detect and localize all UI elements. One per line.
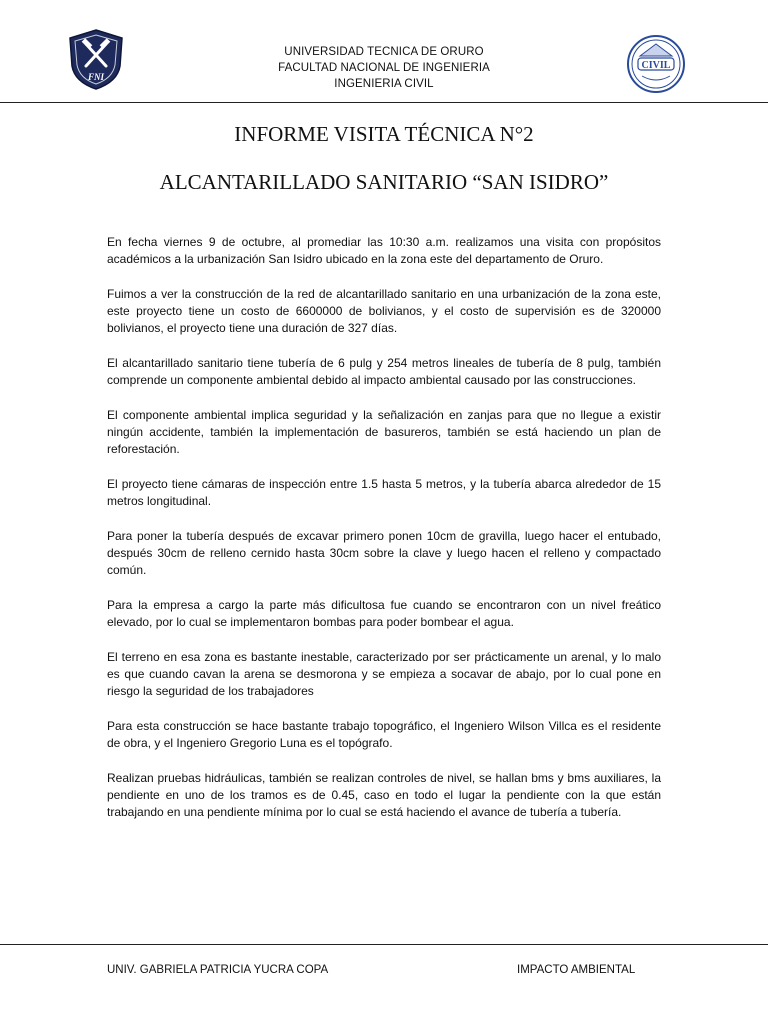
fni-logo-text: FNI <box>87 72 105 82</box>
report-body <box>107 234 661 839</box>
institution-header <box>180 44 588 92</box>
paragraph: En fecha viernes 9 de octubre, al promediar las 10:30 a.m. realizamos una visita con propósitos académicos a la urbanización San Isidro ubicado en la zona este del departamento de Oruro. <box>107 235 661 266</box>
paragraph: Fuimos a ver la construcción de la red de alcantarillado sanitario en una urbanización de la zona este, este proyecto tiene un costo de 6600000 de bolivianos, y el costo de supervisión es de 320000 bolivianos, el proyecto tiene una duración de 327 días. <box>107 287 661 335</box>
report-title: INFORME VISITA TÉCNICA N°2 <box>234 122 534 146</box>
paragraph: El terreno en esa zona es bastante inestable, caracterizado por ser prácticamente un arenal, y lo malo es que cuando cavan la arena se desmorona y se empieza a socavar de abajo, por lo cual pone en riesgo la seguridad de los trabajadores <box>107 650 661 698</box>
page-header <box>0 0 768 104</box>
civil-seal-logo <box>626 34 686 94</box>
paragraph: Realizan pruebas hidráulicas, también se realizan controles de nivel, se hallan bms y bms auxiliares, la pendiente en uno de los tramos es de 0.45, caso en todo el lugar la pendiente con la que están trabajando en una pendiente mínima por lo cual se está haciendo el avance de tubería a tubería. <box>107 771 661 819</box>
faculty-name: FACULTAD NACIONAL DE INGENIERIA <box>278 62 490 74</box>
paragraph: Para esta construcción se hace bastante trabajo topográfico, el Ingeniero Wilson Villca es el residente de obra, y el Ingeniero Gregorio Luna es el topógrafo. <box>107 719 661 750</box>
civil-logo-text: CIVIL <box>641 60 671 71</box>
university-name: UNIVERSIDAD TECNICA DE ORURO <box>284 46 484 58</box>
footer-divider <box>0 944 768 945</box>
paragraph: El componente ambiental implica seguridad y la señalización en zanjas para que no llegue a existir ningún accidente, también la implementación de basureros, también se está haciendo un plan de reforestación. <box>107 408 661 456</box>
report-subtitle: ALCANTARILLADO SANITARIO “SAN ISIDRO” <box>159 170 609 194</box>
header-divider <box>0 102 768 103</box>
paragraph: Para la empresa a cargo la parte más dificultosa fue cuando se encontraron con un nivel freático elevado, por lo cual se implementaron bombas para poder bombear el agua. <box>107 598 661 629</box>
paragraph: El proyecto tiene cámaras de inspección entre 1.5 hasta 5 metros, y la tubería abarca alrededor de 15 metros longitudinal. <box>107 477 661 508</box>
paragraph: El alcantarillado sanitario tiene tubería de 6 pulg y 254 metros lineales de tubería de 8 pulg, también comprende un componente ambiental debido al impacto ambiental causado por las construcciones. <box>107 356 661 387</box>
department-name: INGENIERIA CIVIL <box>334 78 434 90</box>
fni-shield-logo <box>68 28 124 90</box>
paragraph: Para poner la tubería después de excavar primero ponen 10cm de gravilla, luego hacer el entubado, después 30cm de relleno cernido hasta 30cm sobre la clave y luego hacen el relleno y compactado común. <box>107 529 661 577</box>
footer-author: UNIV. GABRIELA PATRICIA YUCRA COPA <box>107 964 329 976</box>
footer-course: IMPACTO AMBIENTAL <box>517 964 636 976</box>
